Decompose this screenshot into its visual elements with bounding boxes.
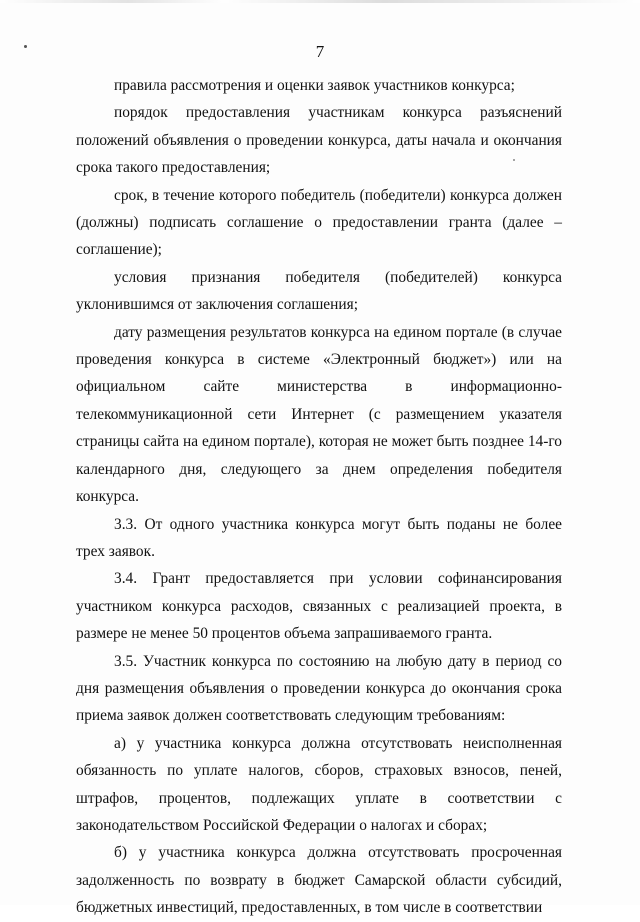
paragraph: 3.5. Участник конкурса по состоянию на любую дату в период со дня размещения объявления о проведении конкурса до окончания срока приема заявок должен соответствовать следующим требованиям: xyxy=(76,652,562,725)
paragraph: условия признания победителя (победителей) конкурса уклонившимся от заключения соглашения; xyxy=(76,268,562,314)
page-number: 7 xyxy=(315,42,325,61)
paragraph: а) у участника конкурса должна отсутствовать неисполненная обязанность по уплате налогов, сборов, страховых взносов, пеней, штрафов, процентов, подлежащих уплате в соответствии с законодательством Российской Федерации о налогах и сборах; xyxy=(76,734,562,834)
paragraph: б) у участника конкурса должна отсутствовать просроченная задолженность по возврату в бюджет Самарской области субсидий, бюджетных инвестиций, предоставленных, в том числе в соответствии xyxy=(76,844,562,917)
paragraph: 3.4. Грант предоставляется при условии софинансирования участником конкурса расходов, связанных с реализацией проекта, в размере не менее 50 процентов объема запрашиваемого гранта. xyxy=(76,570,562,643)
paragraph: дату размещения результатов конкурса на едином портале (в случае проведения конкурса в системе «Электронный бюджет») или на официальном сайте министерства в информационно-телекоммуникационной сети Интернет (с размещением указателя страницы сайта на едином портале), которая не может быть позднее 14-го календарного дня, следующего за днем определения победителя конкурса. xyxy=(76,323,562,506)
paragraph: порядок предоставления участникам конкурса разъяснений положений объявления о проведении конкурса, даты начала и окончания срока такого предоставления; xyxy=(76,104,562,177)
paragraph: срок, в течение которого победитель (победители) конкурса должен (должны) подписать соглашение о предоставлении гранта (далее – соглашение); xyxy=(76,186,562,259)
paragraph: 3.3. От одного участника конкурса могут быть поданы не более трех заявок. xyxy=(76,515,562,560)
paragraph: правила рассмотрения и оценки заявок участников конкурса; xyxy=(114,77,515,94)
scan-top-edge xyxy=(0,0,640,3)
body-text xyxy=(76,72,562,922)
